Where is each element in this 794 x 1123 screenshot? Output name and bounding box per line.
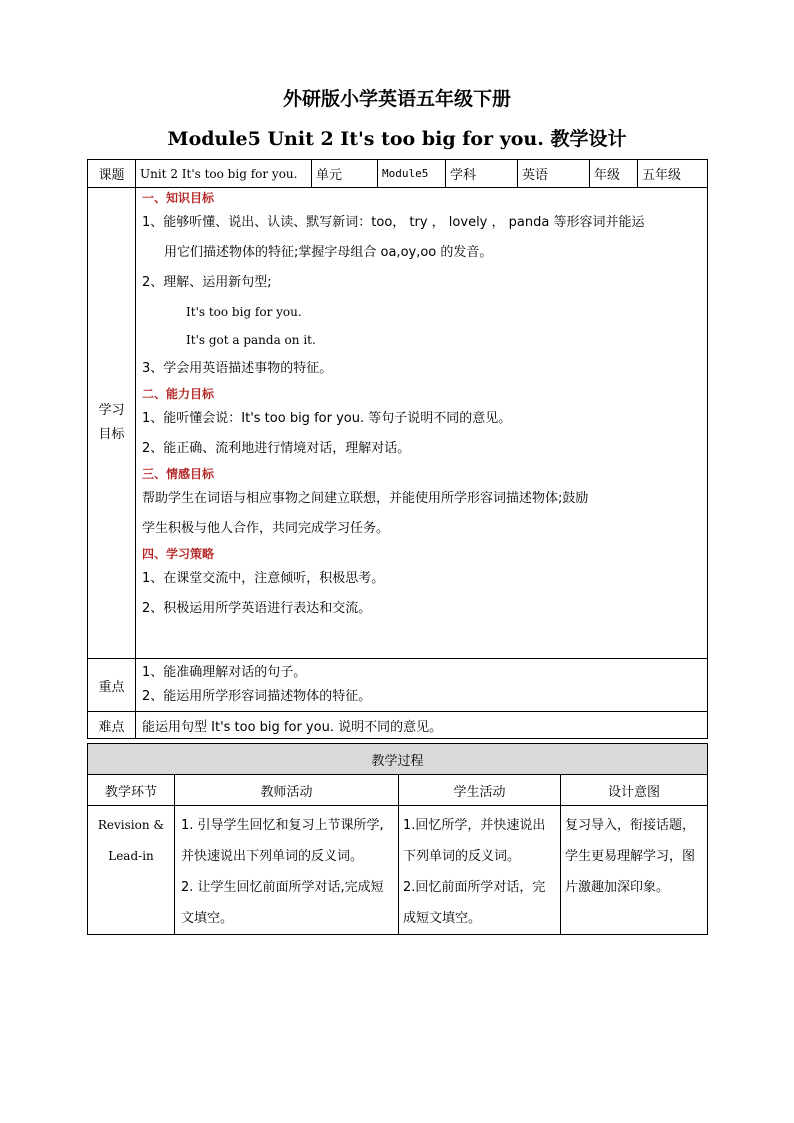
emotion-heading: 三、情感目标 [142,467,215,481]
strategy-heading: 四、学习策略 [142,547,215,561]
ability-item-2: 2、能正确、流利地进行情境对话，理解对话。 [142,441,411,456]
teaching-process-table [87,743,708,935]
ability-heading: 二、能力目标 [142,387,215,401]
unit-label: 单元 [312,160,378,188]
knowledge-item-3: 3、学会用英语描述事物的特征。 [142,361,333,376]
student-activity-2: 2.回忆前面所学对话，完成短文填空。 [403,880,546,926]
process-columns-row [88,775,708,806]
knowledge-item-2: 2、理解、运用新句型; [142,275,272,290]
sentence-pattern-2: It's got a panda on it. [186,333,316,347]
lesson-info-table [87,159,708,739]
process-header: 教学过程 [88,744,708,775]
teacher-activity-cell [175,806,399,935]
difficulty-label: 难点 [88,712,136,739]
sentence-pattern-1: It's too big for you. [186,305,302,319]
key-points-content [136,659,708,712]
key-points-row [88,659,708,712]
column-teacher: 教师活动 [175,775,399,806]
objectives-label-line2: 目标 [98,427,125,442]
subject-label: 学科 [446,160,518,188]
unit-value: Module5 [378,160,446,188]
stage-cell [88,806,175,935]
process-row-revision [88,806,708,935]
document-title: 外研版小学英语五年级下册 [282,88,511,110]
student-activity-1: 1.回忆所学，并快速说出下列单词的反义词。 [403,818,546,864]
difficulty-row [88,712,708,739]
key-points-label: 重点 [88,659,136,712]
column-student: 学生活动 [399,775,561,806]
design-intent-cell: 复习导入，衔接话题，学生更易理解学习，图片激趣加深印象。 [561,806,708,935]
emotion-line1: 帮助学生在词语与相应事物之间建立联想，并能使用所学形容词描述物体;鼓励 [142,491,589,506]
subject-value: 英语 [518,160,590,188]
strategy-item-2: 2、积极运用所学英语进行表达和交流。 [142,601,372,616]
document-subtitle: Module5 Unit 2 It's too big for you. 教学设计 [167,128,627,150]
process-header-row [88,744,708,775]
grade-value: 五年级 [638,160,708,188]
topic-value: Unit 2 It's too big for you. [136,160,312,188]
difficulty-text: 能运用句型 It's too big for you. 说明不同的意见。 [136,712,708,739]
objectives-label [88,188,136,659]
knowledge-heading: 一、知识目标 [142,191,215,205]
stage-line2: Lead-in [108,849,154,863]
column-stage: 教学环节 [88,775,175,806]
key-point-2: 2、能运用所学形容词描述物体的特征。 [142,689,372,704]
knowledge-item-1-line1: 1、能够听懂、说出、认读、默写新词：too， try ， lovely ， panda 等形容词并能运 [142,215,645,230]
objectives-row [88,188,708,659]
teacher-activity-2: 2. 让学生回忆前面所学对话,完成短文填空。 [181,880,384,926]
key-point-1: 1、能准确理解对话的句子。 [142,665,307,680]
objectives-content [136,188,708,659]
emotion-line2: 学生积极与他人合作，共同完成学习任务。 [142,521,390,536]
topic-label: 课题 [88,160,136,188]
grade-label: 年级 [590,160,638,188]
column-intent: 设计意图 [561,775,708,806]
ability-item-1: 1、能听懂会说：It's too big for you. 等句子说明不同的意见。 [142,411,512,426]
teacher-activity-1: 1. 引导学生回忆和复习上节课所学,并快速说出下列单词的反义词。 [181,818,384,864]
objectives-label-line1: 学习 [98,403,125,418]
stage-line1: Revision & [97,818,165,832]
info-row [88,160,708,188]
knowledge-item-1-line2: 用它们描述物体的特征;掌握字母组合 oa,oy,oo 的发音。 [164,245,493,260]
student-activity-cell [399,806,561,935]
strategy-item-1: 1、在课堂交流中，注意倾听，积极思考。 [142,571,385,586]
